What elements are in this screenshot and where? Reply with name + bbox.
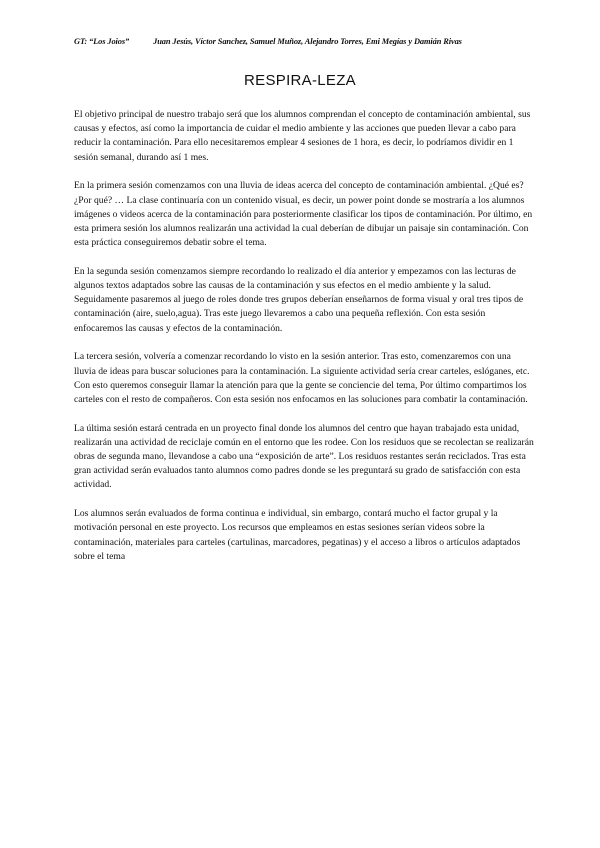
authors-list: Juan Jesús, Víctor Sanchez, Samuel Muñoz, Alejandro Torres, Emi Megías y Damián Rivas xyxy=(153,37,462,46)
page-header xyxy=(74,37,544,46)
paragraph-session-3: La tercera sesión, volvería a comenzar recordando lo visto en la sesión anterior. Tras esto, comenzaremos con una lluvia de ideas para buscar soluciones para la contaminación. La siguiente actividad sería crear carteles, eslóganes, etc. Con esto queremos conseguir llamar la atención para que la gente se conciencie del tema, Por último compartimos los carteles con el resto de compañeros. Con esta sesión nos enfocamos en las soluciones para combatir la contaminación. xyxy=(74,351,530,405)
paragraph-objective: El objetivo principal de nuestro trabajo será que los alumnos comprendan el concepto de contaminación ambiental, sus causas y efectos, así como la importancia de cuidar el medio ambiente y las acciones que pueden llevar a cabo para reducir la contaminación. Para ello necesitaremos emplear 4 sesiones de 1 hora, es decir, lo podríamos dividir en 1 sesión semanal, durando así 1 mes. xyxy=(74,109,531,163)
group-label: GT: “Los Joios” xyxy=(74,37,130,46)
paragraph-session-1: En la primera sesión comenzamos con una lluvia de ideas acerca del concepto de contaminación ambiental. ¿Qué es? ¿Por qué? … La clase continuaría con un contenido visual, es decir, un power point donde se mostraría a los alumnos imágenes o videos acerca de la contaminación para posteriormente clasificar los tipos de contaminación. Por último, en esta primera sesión los alumnos realizarán una actividad la cual deberían de dibujar un paisaje sin contaminación. Con esta práctica conseguiremos debatir sobre el tema. xyxy=(74,180,533,249)
document-title: RESPIRA-LEZA xyxy=(244,72,356,89)
paragraph-session-4: La última sesión estará centrada en un proyecto final donde los alumnos del centro que hayan trabajado esta unidad, realizarán una actividad de reciclaje común en el entorno que les rodee. Con los residuos que se recolectan se realizarán obras de segunda mano, llevandose a cabo una “exposición de arte”. Los residuos restantes serán reciclados. Tras esta gran actividad serán evaluados tanto alumnos como padres donde se les preguntará su grado de satisfacción con esta actividad. xyxy=(74,422,534,491)
document-body xyxy=(74,108,534,578)
paragraph-session-2: En la segunda sesión comenzamos siempre recordando lo realizado el día anterior y empezamos con las lecturas de algunos textos adaptados sobre las causas de la contaminación y sus efectos en el medio ambiente y la salud. Seguidamente pasaremos al juego de roles donde tres grupos deberían enseñarnos de forma visual y oral tres tipos de contaminación (aire, suelo,agua). Tras este juego llevaremos a cabo una pequeña reflexión. Con esta sesión enfocaremos las causas y efectos de la contaminación. xyxy=(74,265,524,334)
paragraph-evaluation: Los alumnos serán evaluados de forma continua e individual, sin embargo, contará mucho el factor grupal y la motivación personal en este proyecto. Los recursos que empleamos en estas sesiones serían videos sobre la contaminación, materiales para carteles (cartulinas, marcadores, pegatinas) y el acceso a libros o artículos adaptados sobre el tema xyxy=(74,508,521,562)
